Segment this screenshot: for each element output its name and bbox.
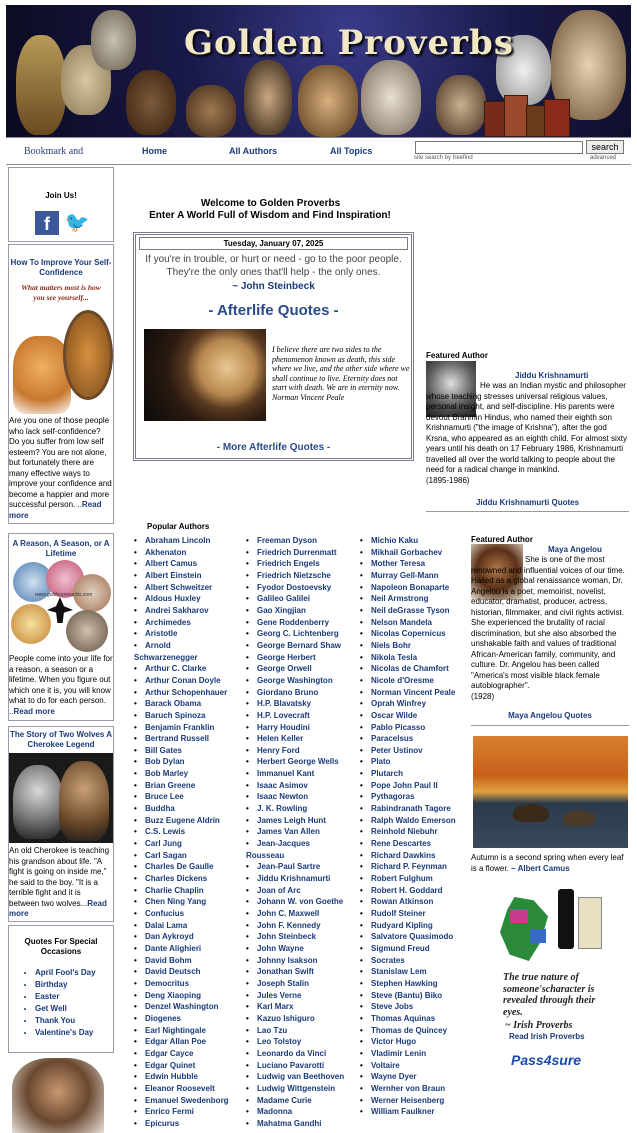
featured-author-quotes-link[interactable]: Jiddu Krishnamurti Quotes xyxy=(475,498,580,507)
author-link[interactable]: • Nicolas de Chamfort xyxy=(360,663,456,675)
author-link[interactable]: • Michio Kaku xyxy=(360,535,456,547)
self-confidence-box xyxy=(8,244,114,524)
reason-season-read-more[interactable]: Read more xyxy=(13,706,55,716)
reason-season-image xyxy=(11,562,111,652)
author-link[interactable]: • Andrei Sakharov xyxy=(134,605,229,617)
self-confidence-text: Are you one of those people who lack self-confidence? Do you suffer from low self esteem? You are not alone, but fortunately there are many effective ways to improve your confidence and become a happier and more successful person. .. xyxy=(9,416,112,509)
portrait-8 xyxy=(361,60,421,135)
author-link[interactable]: • Barack Obama xyxy=(134,698,229,710)
afterlife-quote-author: Norman Vincent Peale xyxy=(272,392,345,402)
author-link[interactable]: • Ludwig van Beethoven xyxy=(246,1071,344,1083)
occasion-item[interactable]: • Valentine's Day xyxy=(35,1027,113,1039)
native-elder-image xyxy=(12,1058,104,1133)
author-link[interactable]: • Epicurus xyxy=(134,1118,229,1130)
author-link[interactable]: • Victor Hugo xyxy=(360,1036,456,1048)
portrait-5 xyxy=(186,85,236,137)
afterlife-image-quote xyxy=(272,345,412,402)
occasion-item[interactable]: • Get Well xyxy=(35,1003,113,1015)
author-link[interactable]: • Baruch Spinoza xyxy=(134,710,229,722)
join-us-box xyxy=(8,167,114,242)
author-link[interactable]: • C.S. Lewis xyxy=(134,826,229,838)
afterlife-image xyxy=(144,329,266,421)
author-link[interactable]: • Pope John Paul II xyxy=(360,780,456,792)
featured-author-bio-text-2: She is one of the most renowned and influential voices of our time. Hailed as a global renaissance woman, Dr. Angelou is a poet, memoirist, novelist, educator, dramatist, producer, actress, historian, filmmaker, and civil rights activist. She experienced the brutality of racial discrimination, but she also absorbed the unshakable faith and values of traditional African-American family, community, and culture. Dr. Angelou has been called "America's most visible black female autobiographer". xyxy=(471,555,625,690)
advanced-search-link[interactable]: advanced xyxy=(590,155,617,161)
author-link[interactable]: • Peter Ustinov xyxy=(360,745,456,757)
author-link[interactable]: • Paracelsus xyxy=(360,733,456,745)
author-link[interactable]: • William Faulkner xyxy=(360,1106,456,1118)
portrait-7 xyxy=(298,65,358,137)
author-link[interactable]: • Jules Verne xyxy=(246,990,344,1002)
author-link[interactable]: • Edgar Quinet xyxy=(134,1060,229,1072)
featured-author-years-2: (1928) xyxy=(471,691,495,701)
featured-author-heading-2: Featured Author xyxy=(471,535,533,544)
author-link[interactable]: • Madame Curie xyxy=(246,1095,344,1107)
author-link[interactable]: • Joan of Arc xyxy=(246,885,344,897)
author-link[interactable]: • Ludwig Wittgenstein xyxy=(246,1083,344,1095)
author-link[interactable]: • Pablo Picasso xyxy=(360,722,456,734)
author-link[interactable]: • Buddha xyxy=(134,803,229,815)
welcome-heading: Welcome to Golden Proverbs xyxy=(200,198,341,209)
author-link[interactable]: • Dalai Lama xyxy=(134,920,229,932)
author-link[interactable]: • Galileo Galilei xyxy=(246,593,344,605)
author-link[interactable]: • Werner Heisenberg xyxy=(360,1095,456,1107)
author-link[interactable]: • Gene Roddenberry xyxy=(246,617,344,629)
featured-author-quotes-link-2[interactable]: Maya Angelou Quotes xyxy=(508,711,592,720)
author-link[interactable]: • Brian Greene xyxy=(134,780,229,792)
author-link[interactable]: • Lao Tzu xyxy=(246,1025,344,1037)
author-link[interactable]: • Charles Dickens xyxy=(134,873,229,885)
ireland-map-image xyxy=(500,889,605,967)
afterlife-quote-text: I believe there are two sides to the phenomenon known as death, this side where we live, and the other side where we shall continue to live. Eternity does not start with death. We are in eternity now. xyxy=(272,345,410,392)
author-link[interactable]: • Diogenes xyxy=(134,1013,229,1025)
welcome-subheading: Enter A World Full of Wisdom and Find Inspiration! xyxy=(149,210,391,221)
portrait-1 xyxy=(16,35,66,135)
author-link[interactable]: • Henry Ford xyxy=(246,745,344,757)
occasion-item[interactable]: • Easter xyxy=(35,991,113,1003)
featured-author-name-2[interactable]: Maya Angelou xyxy=(548,545,602,554)
author-link[interactable]: • Gao Xingjian xyxy=(246,605,344,617)
author-link[interactable]: • Archimedes xyxy=(134,617,229,629)
reason-season-text: People come into your life for a reason, a season or a lifetime. When you figure out which one it is, you will know what to do for each person. .. xyxy=(9,654,113,716)
author-link[interactable]: • Salvatore Quasimodo xyxy=(360,931,456,943)
featured-author-heading: Featured Author xyxy=(426,351,488,360)
quote-date: Tuesday, January 07, 2025 xyxy=(139,237,408,250)
divider xyxy=(426,511,629,512)
author-link[interactable]: • Norman Vincent Peale xyxy=(360,687,456,699)
author-link[interactable]: • Rene Descartes xyxy=(360,838,456,850)
author-link[interactable]: • Arthur C. Clarke xyxy=(134,663,229,675)
occasion-item[interactable]: • Birthday xyxy=(35,979,113,991)
author-link[interactable]: • George Orwell xyxy=(246,663,344,675)
author-link[interactable]: • Nicolas Copernicus xyxy=(360,628,456,640)
author-link[interactable]: • Arthur Schopenhauer xyxy=(134,687,229,699)
read-irish-proverbs-link[interactable]: Read Irish Proverbs xyxy=(509,1032,585,1041)
author-link[interactable]: • Plato xyxy=(360,756,456,768)
topic-heading[interactable]: - Afterlife Quotes - xyxy=(208,302,339,319)
author-link[interactable]: • Stanislaw Lem xyxy=(360,966,456,978)
author-link[interactable]: • Benjamin Franklin xyxy=(134,722,229,734)
reason-season-box xyxy=(8,533,114,721)
autumn-lake-image xyxy=(473,736,628,848)
nav-bar xyxy=(6,137,631,165)
author-link[interactable]: • Freeman Dyson xyxy=(246,535,344,547)
search-input[interactable] xyxy=(415,141,583,154)
author-link[interactable]: • J. K. Rowling xyxy=(246,803,344,815)
author-link[interactable]: • Robert Fulghum xyxy=(360,873,456,885)
book xyxy=(526,105,546,137)
author-link[interactable]: • John F. Kennedy xyxy=(246,920,344,932)
author-link[interactable]: • Luciano Pavarotti xyxy=(246,1060,344,1072)
daily-quote: If you're in trouble, or hurt or need - go to the poor people. They're the only ones that'll help - the only ones. xyxy=(145,254,402,278)
author-link[interactable]: • Socrates xyxy=(360,955,456,967)
occasion-item[interactable]: • April Fool's Day xyxy=(35,967,113,979)
author-link[interactable]: • Giordano Bruno xyxy=(246,687,344,699)
join-us-heading: Join Us! xyxy=(45,191,77,200)
author-link[interactable]: • Friedrich Nietzsche xyxy=(246,570,344,582)
author-link[interactable]: • Albert Einstein xyxy=(134,570,229,582)
author-link[interactable]: • Eleanor Roosevelt xyxy=(134,1083,229,1095)
author-link[interactable]: • Murray Gell-Mann xyxy=(360,570,456,582)
autumn-quote-author[interactable]: ~ Albert Camus xyxy=(511,863,570,873)
author-link[interactable]: • Thomas Aquinas xyxy=(360,1013,456,1025)
author-link[interactable]: • Dante Alighieri xyxy=(134,943,229,955)
author-link[interactable]: • Wernher von Braun xyxy=(360,1083,456,1095)
author-link[interactable]: • Immanuel Kant xyxy=(246,768,344,780)
popular-authors-heading: Popular Authors xyxy=(147,522,210,531)
author-link[interactable]: • Stephen Hawking xyxy=(360,978,456,990)
self-confidence-title[interactable]: How To Improve Your Self-Confidence xyxy=(10,258,112,277)
author-link[interactable]: • Edgar Allan Poe xyxy=(134,1036,229,1048)
author-link[interactable]: • Leo Tolstoy xyxy=(246,1036,344,1048)
self-confidence-caption: What matters most is how you see yourself... xyxy=(21,283,101,302)
author-link[interactable]: • Napoleon Bonaparte xyxy=(360,582,456,594)
wolves-image xyxy=(9,753,113,843)
author-link[interactable]: • Charles De Gaulle xyxy=(134,861,229,873)
facebook-icon[interactable]: f xyxy=(35,211,59,235)
site-title: Golden Proverbs xyxy=(184,23,514,63)
author-link[interactable]: • Richard P. Feynman xyxy=(360,861,456,873)
author-link[interactable]: • Jonathan Swift xyxy=(246,966,344,978)
author-link[interactable]: • Harry Houdini xyxy=(246,722,344,734)
author-link[interactable]: • Herbert George Wells xyxy=(246,756,344,768)
author-link[interactable]: • Akhenaton xyxy=(134,547,229,559)
author-link[interactable]: • Arnold xyxy=(134,640,229,652)
daily-quote-author[interactable]: ~ John Steinbeck xyxy=(232,281,315,292)
author-link[interactable]: • Nikola Tesla xyxy=(360,652,456,664)
author-link[interactable]: • David Bohm xyxy=(134,955,229,967)
author-link[interactable]: • Madonna xyxy=(246,1106,344,1118)
author-link[interactable]: • H.P. Lovecraft xyxy=(246,710,344,722)
author-link[interactable]: • Ralph Waldo Emerson xyxy=(360,815,456,827)
author-link[interactable]: • Voltaire xyxy=(360,1060,456,1072)
author-link[interactable]: • Niels Bohr xyxy=(360,640,456,652)
author-link[interactable]: • Neil deGrasse Tyson xyxy=(360,605,456,617)
search-note: site search by freefind xyxy=(414,155,473,161)
author-link[interactable]: • Helen Keller xyxy=(246,733,344,745)
portrait-9 xyxy=(436,75,486,135)
author-link[interactable]: • Jean-Paul Sartre xyxy=(246,861,344,873)
author-link[interactable]: • Aristotle xyxy=(134,628,229,640)
two-wolves-read-more[interactable]: Read more xyxy=(9,898,107,918)
author-link[interactable]: • Democritus xyxy=(134,978,229,990)
author-link[interactable]: • H.P. Blavatsky xyxy=(246,698,344,710)
author-link[interactable]: • John C. Maxwell xyxy=(246,908,344,920)
portrait-4 xyxy=(126,70,176,135)
author-link[interactable]: • Carl Sagan xyxy=(134,850,229,862)
author-link[interactable]: • Wayne Dyer xyxy=(360,1071,456,1083)
author-link[interactable]: • Mikhail Gorbachev xyxy=(360,547,456,559)
author-link[interactable]: • James Leigh Hunt xyxy=(246,815,344,827)
author-link[interactable]: • Jean-Jacques xyxy=(246,838,344,850)
author-link[interactable]: • Reinhold Niebuhr xyxy=(360,826,456,838)
occasions-list xyxy=(9,967,113,1039)
twitter-icon[interactable]: 🐦 xyxy=(64,212,90,234)
author-link[interactable]: • Confucius xyxy=(134,908,229,920)
book xyxy=(504,95,528,137)
two-wolves-text: An old Cherokee is teaching his grandson about life. "A fight is going on inside me," he said to the boy. "It is a terrible fight and it is between two wolves... xyxy=(9,846,110,908)
author-link[interactable]: • Georg C. Lichtenberg xyxy=(246,628,344,640)
author-link[interactable]: • John Wayne xyxy=(246,943,344,955)
site-banner xyxy=(6,5,631,137)
author-link[interactable]: • Charlie Chaplin xyxy=(134,885,229,897)
author-link[interactable]: • Joseph Stalin xyxy=(246,978,344,990)
author-link[interactable]: • Bob Dylan xyxy=(134,756,229,768)
reason-season-image-url: www.goldenproverbs.com xyxy=(35,592,93,598)
author-link[interactable]: • Mahatma Gandhi xyxy=(246,1118,344,1130)
author-link[interactable]: • Mother Teresa xyxy=(360,558,456,570)
featured-author-name[interactable]: Jiddu Krishnamurti xyxy=(515,371,589,380)
author-link[interactable]: • Oprah Winfrey xyxy=(360,698,456,710)
author-link[interactable]: • David Deutsch xyxy=(134,966,229,978)
author-link[interactable]: • Isaac Newton xyxy=(246,791,344,803)
author-link[interactable]: • Abraham Lincoln xyxy=(134,535,229,547)
author-link[interactable]: • Oscar Wilde xyxy=(360,710,456,722)
author-link[interactable]: • Vladimir Lenin xyxy=(360,1048,456,1060)
author-link[interactable]: • George Herbert xyxy=(246,652,344,664)
author-link[interactable]: • Albert Schweitzer xyxy=(134,582,229,594)
nav-home[interactable]: Home xyxy=(142,146,168,156)
author-link[interactable]: • Friedrich Engels xyxy=(246,558,344,570)
author-link[interactable]: Schwarzenegger xyxy=(134,652,198,662)
author-link[interactable]: • Rabindranath Tagore xyxy=(360,803,456,815)
author-link[interactable]: • Earl Nightingale xyxy=(134,1025,229,1037)
author-link[interactable]: • Rudolf Steiner xyxy=(360,908,456,920)
authors-column-3 xyxy=(360,535,456,1118)
book xyxy=(544,99,570,137)
cat-lion-mirror-image xyxy=(13,306,109,414)
author-link[interactable]: • Bill Gates xyxy=(134,745,229,757)
autumn-quote xyxy=(471,853,631,874)
author-link[interactable]: • Karl Marx xyxy=(246,1001,344,1013)
author-link[interactable]: • Bertrand Russell xyxy=(134,733,229,745)
reason-season-title[interactable]: A Reason, A Season, or A Lifetime xyxy=(12,539,110,558)
author-link[interactable]: • Arthur Conan Doyle xyxy=(134,675,229,687)
author-link[interactable]: • Pythagoras xyxy=(360,791,456,803)
author-link[interactable]: • Chen Ning Yang xyxy=(134,896,229,908)
more-afterlife-quotes-link[interactable]: - More Afterlife Quotes - xyxy=(216,442,331,453)
irish-proverb-text: The true nature of someone'scharacter is revealed through their eyes. xyxy=(503,972,596,1018)
occasion-item[interactable]: • Thank You xyxy=(35,1015,113,1027)
author-link[interactable]: • Richard Dawkins xyxy=(360,850,456,862)
author-link[interactable]: • Johnny Isakson xyxy=(246,955,344,967)
author-link[interactable]: • Jiddu Krishnamurti xyxy=(246,873,344,885)
nav-all-topics[interactable]: All Topics xyxy=(330,146,373,156)
author-link[interactable]: Rousseau xyxy=(246,850,285,860)
self-confidence-read-more[interactable]: Read more xyxy=(9,500,102,520)
author-link[interactable]: • Kazuo Ishiguro xyxy=(246,1013,344,1025)
author-link[interactable]: • Denzel Washington xyxy=(134,1001,229,1013)
author-link[interactable]: • Carl Jung xyxy=(134,838,229,850)
search-button[interactable]: search xyxy=(586,140,624,154)
author-link[interactable]: • John Steinbeck xyxy=(246,931,344,943)
author-link[interactable]: • Neil Armstrong xyxy=(360,593,456,605)
author-link[interactable]: • Steve Jobs xyxy=(360,1001,456,1013)
author-link[interactable]: • Deng Xiaoping xyxy=(134,990,229,1002)
two-wolves-box xyxy=(8,726,114,922)
author-link[interactable]: • Leonardo da Vinci xyxy=(246,1048,344,1060)
authors-column-1 xyxy=(134,535,229,1129)
authors-column-2 xyxy=(246,535,344,1129)
author-link[interactable]: • Bruce Lee xyxy=(134,791,229,803)
author-link[interactable]: • Isaac Asimov xyxy=(246,780,344,792)
author-link[interactable]: • Albert Camus xyxy=(134,558,229,570)
pass4sure-brand: Pass4sure xyxy=(511,1052,582,1068)
author-link[interactable]: • Enrico Fermi xyxy=(134,1106,229,1118)
author-link[interactable]: • Rowan Atkinson xyxy=(360,896,456,908)
bookmark-link[interactable]: Bookmark and xyxy=(24,146,84,157)
featured-author-bio-text: He was an Indian mystic and philosopher whose teaching stresses universal religious values, personal insight, and self-discipline. His parents were devout Brahmin Hindus, who named their eighth son Krishnamurti ("the image of Krishna"), after the god Krsna, who appeared as an eighth child. For almost sixty years until his death on 17 February 1986, Krishnamurti travelled all over the world talking to people about the need for a radical change in mankind. xyxy=(426,381,627,474)
book xyxy=(484,101,506,137)
author-link[interactable]: • James Van Allen xyxy=(246,826,344,838)
author-link[interactable]: • Rudyard Kipling xyxy=(360,920,456,932)
author-link[interactable]: • George Bernard Shaw xyxy=(246,640,344,652)
nav-all-authors[interactable]: All Authors xyxy=(229,146,278,156)
author-link[interactable]: • Robert H. Goddard xyxy=(360,885,456,897)
featured-author-bio xyxy=(426,381,629,486)
divider xyxy=(471,725,629,726)
special-occasions-box xyxy=(8,925,114,1053)
special-occasions-title: Quotes For Special Occasions xyxy=(24,937,98,956)
author-link[interactable]: • Dan Aykroyd xyxy=(134,931,229,943)
author-link[interactable]: • Fyodor Dostoevsky xyxy=(246,582,344,594)
featured-author-years: (1895-1986) xyxy=(426,475,470,485)
author-link[interactable]: • George Washington xyxy=(246,675,344,687)
author-link[interactable]: • Friedrich Durrenmatt xyxy=(246,547,344,559)
portrait-3 xyxy=(91,10,136,70)
pass4sure-ad[interactable] xyxy=(511,1052,581,1068)
author-link[interactable]: • Aldous Huxley xyxy=(134,593,229,605)
author-link[interactable]: • Nelson Mandela xyxy=(360,617,456,629)
portrait-6 xyxy=(244,60,292,135)
author-link[interactable]: • Emanuel Swedenborg xyxy=(134,1095,229,1107)
author-link[interactable]: • Plutarch xyxy=(360,768,456,780)
featured-author-bio-2 xyxy=(471,555,629,702)
author-link[interactable]: • Thomas de Quincey xyxy=(360,1025,456,1037)
autumn-quote-text: Autumn is a second spring when every leaf is a flower. xyxy=(471,853,624,873)
author-link[interactable]: • Bob Marley xyxy=(134,768,229,780)
author-link[interactable]: • Edgar Cayce xyxy=(134,1048,229,1060)
author-link[interactable]: • Edwin Hubble xyxy=(134,1071,229,1083)
quote-of-the-day-box xyxy=(133,232,414,461)
author-link[interactable]: • Johann W. von Goethe xyxy=(246,896,344,908)
author-link[interactable]: • Nicole d'Oresme xyxy=(360,675,456,687)
two-wolves-title[interactable]: The Story of Two Wolves A Cherokee Legend xyxy=(9,730,113,749)
author-link[interactable]: • Steve (Bantu) Biko xyxy=(360,990,456,1002)
irish-proverb-author: ~ Irish Proverbs xyxy=(505,1020,573,1031)
author-link[interactable]: • Sigmund Freud xyxy=(360,943,456,955)
author-link[interactable]: • Buzz Eugene Aldrin xyxy=(134,815,229,827)
